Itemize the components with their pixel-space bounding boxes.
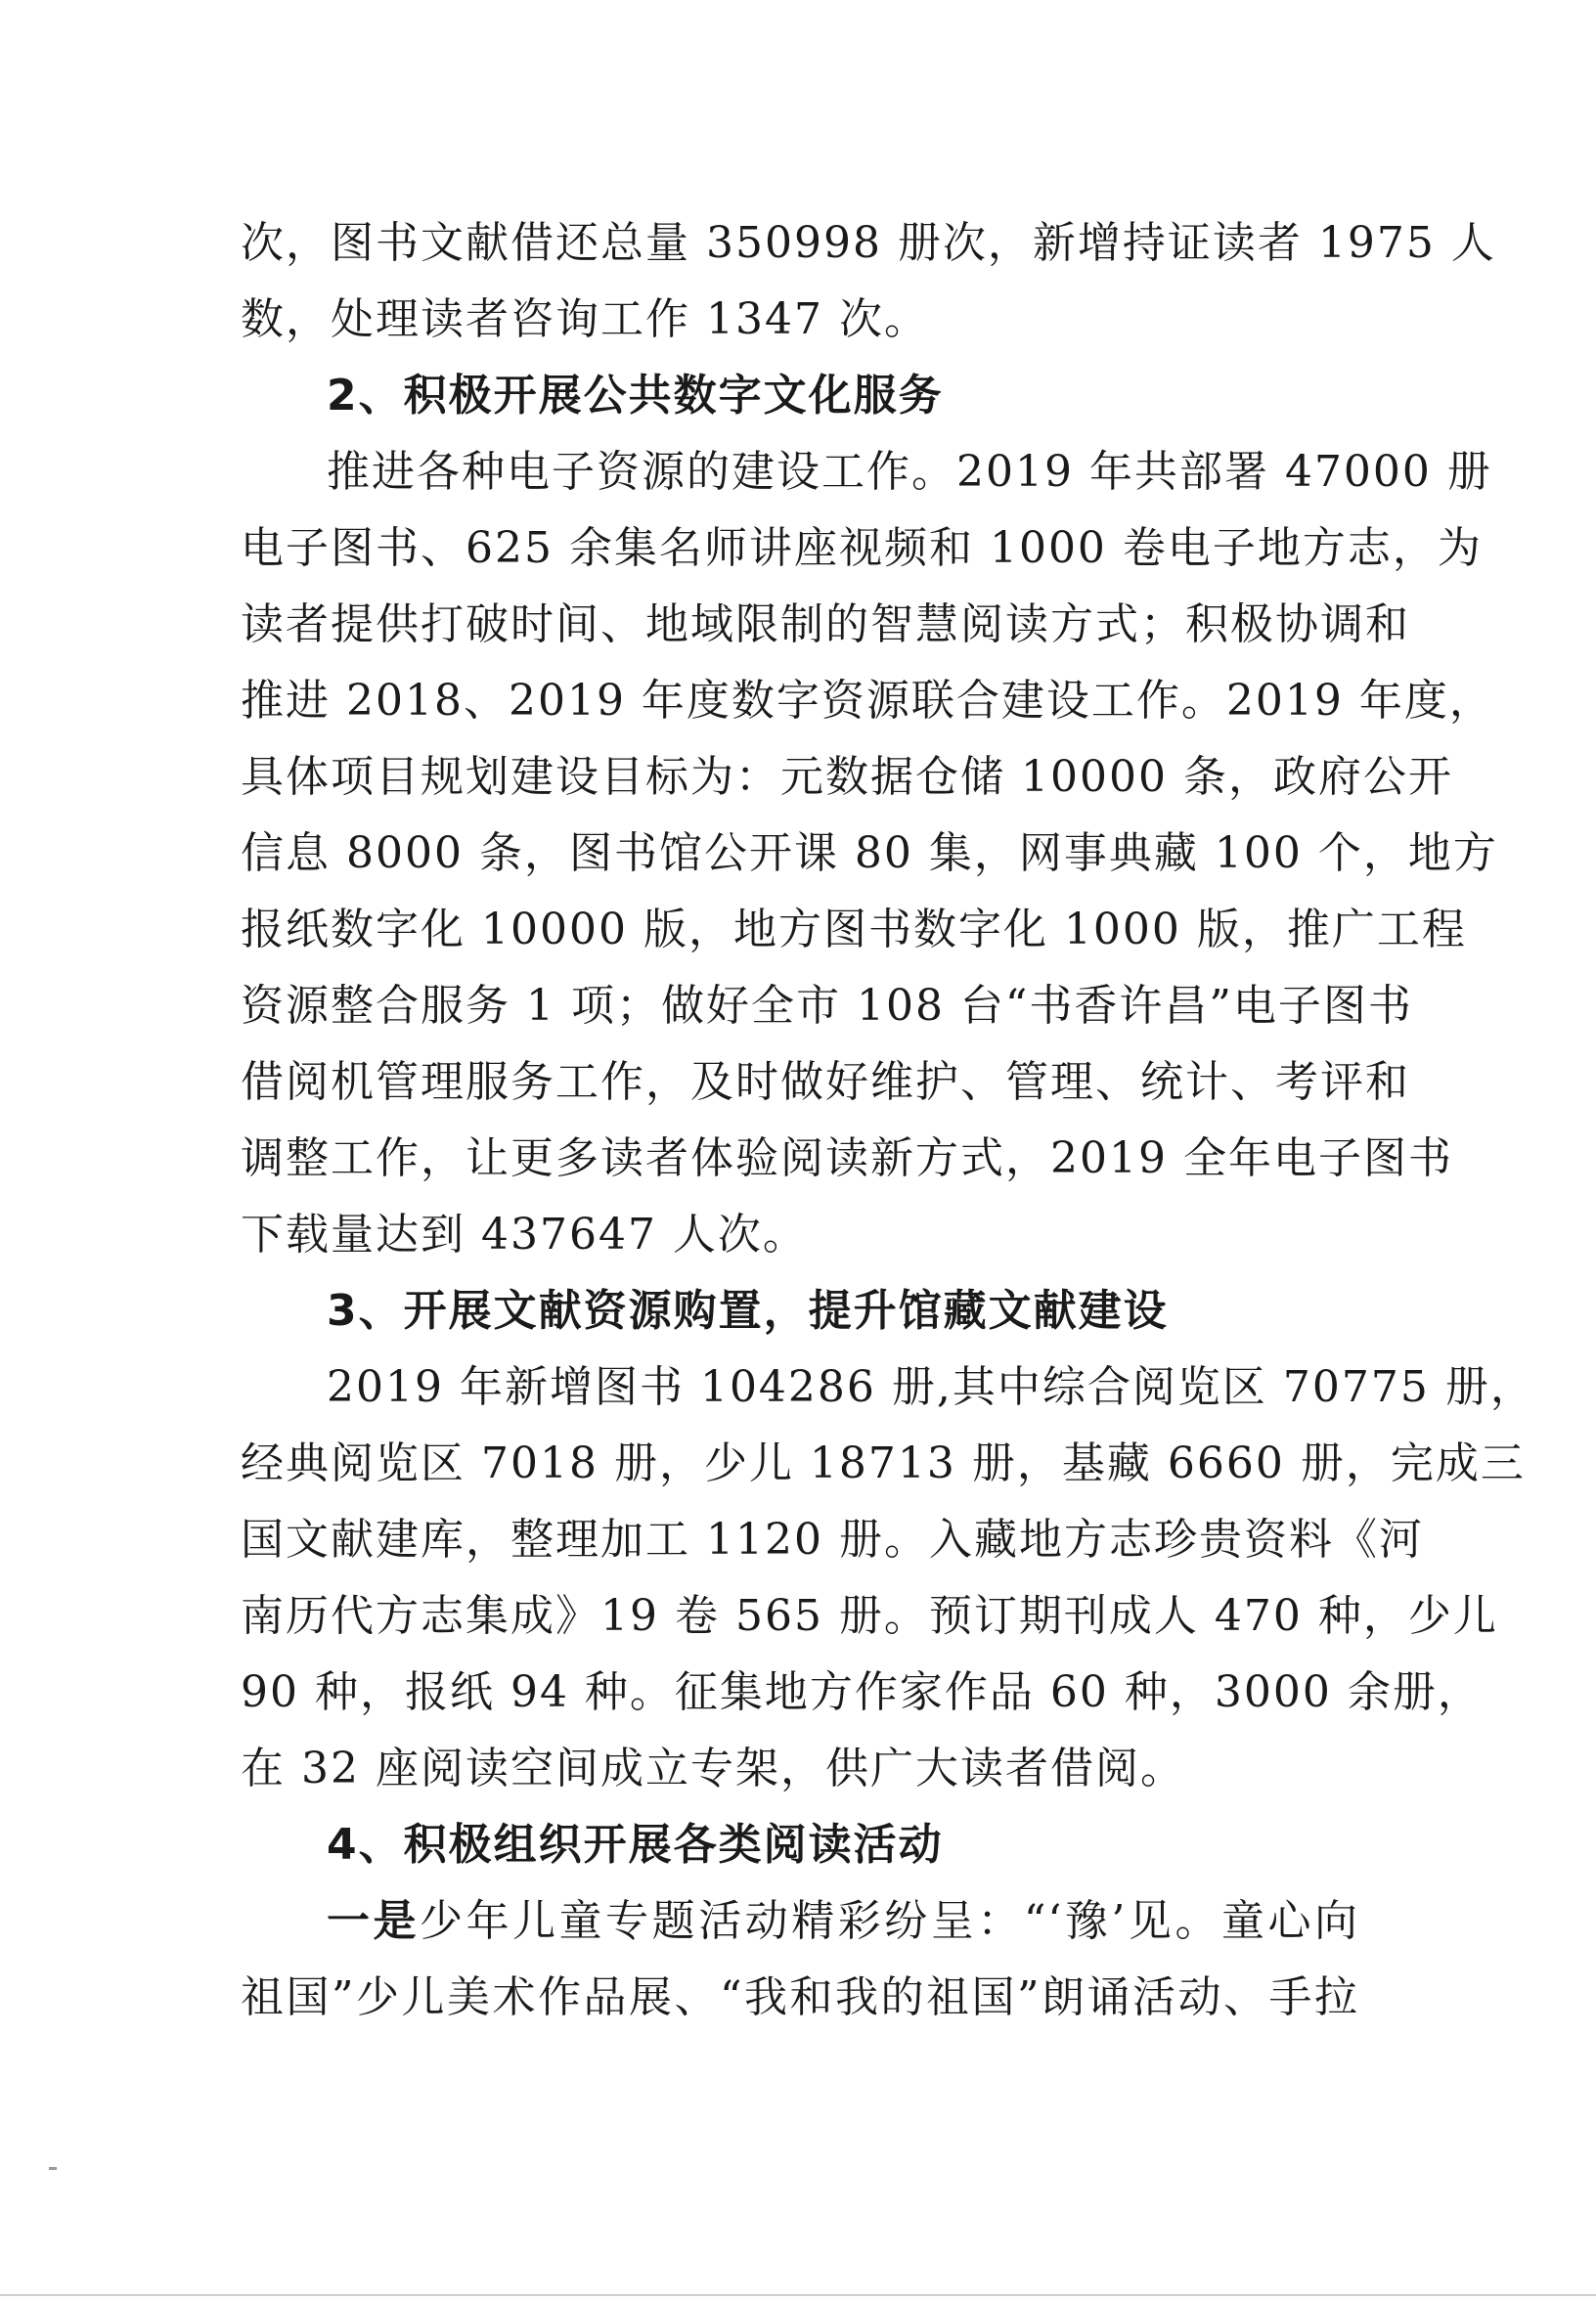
paragraph-first-line: 推进各种电子资源的建设工作。2019 年共部署 47000 册 <box>327 447 1492 497</box>
lead-phrase: 一是 <box>327 1896 421 1946</box>
text-line: 调整工作，让更多读者体验阅读新方式，2019 全年电子图书 <box>241 1133 1453 1183</box>
text-line: 国文献建库，整理加工 1120 册。入藏地方志珍贵资料《河 <box>241 1515 1424 1565</box>
scan-bottom-edge <box>0 2294 1596 2296</box>
paragraph-first-line: 2019 年新增图书 104286 册,其中综合阅览区 70775 册， <box>327 1362 1535 1412</box>
text-line: 具体项目规划建设目标为：元数据仓储 10000 条，政府公开 <box>241 752 1453 802</box>
text-line: 信息 8000 条，图书馆公开课 80 集，网事典藏 100 个，地方 <box>241 828 1498 878</box>
text-line: 读者提供打破时间、地域限制的智慧阅读方式；积极协调和 <box>241 599 1410 649</box>
text-line: 借阅机管理服务工作，及时做好维护、管理、统计、考评和 <box>241 1057 1410 1107</box>
text-line: 资源整合服务 1 项；做好全市 108 台“书香许昌”电子图书 <box>241 981 1413 1031</box>
text-line: 推进 2018、2019 年度数字资源联合建设工作。2019 年度， <box>241 676 1494 726</box>
text-line: 在 32 座阅读空间成立专架，供广大读者借阅。 <box>241 1744 1185 1793</box>
section-heading: 4、积极组织开展各类阅读活动 <box>327 1820 944 1870</box>
text-line: 下载量达到 437647 人次。 <box>241 1210 808 1260</box>
text-line: 南历代方志集成》19 卷 565 册。预订期刊成人 470 种，少儿 <box>241 1591 1498 1641</box>
text-line: 祖国”少儿美术作品展、“我和我的祖国”朗诵活动、手拉 <box>241 1972 1359 2022</box>
scan-speck <box>49 2167 57 2170</box>
text-line: 数，处理读者咨询工作 1347 次。 <box>241 294 929 344</box>
document-body <box>241 205 1535 2036</box>
lead-line-text: 少年儿童专题活动精彩纷呈：“‘豫’见。童心向 <box>420 1896 1360 1946</box>
text-line: 次，图书文献借还总量 350998 册次，新增持证读者 1975 人 <box>241 218 1496 268</box>
text-line: 经典阅览区 7018 册，少儿 18713 册，基藏 6660 册，完成三 <box>241 1438 1526 1488</box>
section-heading: 2、积极开展公共数字文化服务 <box>327 371 944 420</box>
text-line: 报纸数字化 10000 版，地方图书数字化 1000 版，推广工程 <box>241 905 1467 954</box>
section-heading: 3、开展文献资源购置，提升馆藏文献建设 <box>327 1286 1169 1336</box>
paragraph-first-line <box>241 1883 1359 1960</box>
text-line: 90 种，报纸 94 种。征集地方作家作品 60 种，3000 余册， <box>241 1667 1483 1717</box>
text-line: 电子图书、625 余集名师讲座视频和 1000 卷电子地方志，为 <box>241 523 1483 573</box>
